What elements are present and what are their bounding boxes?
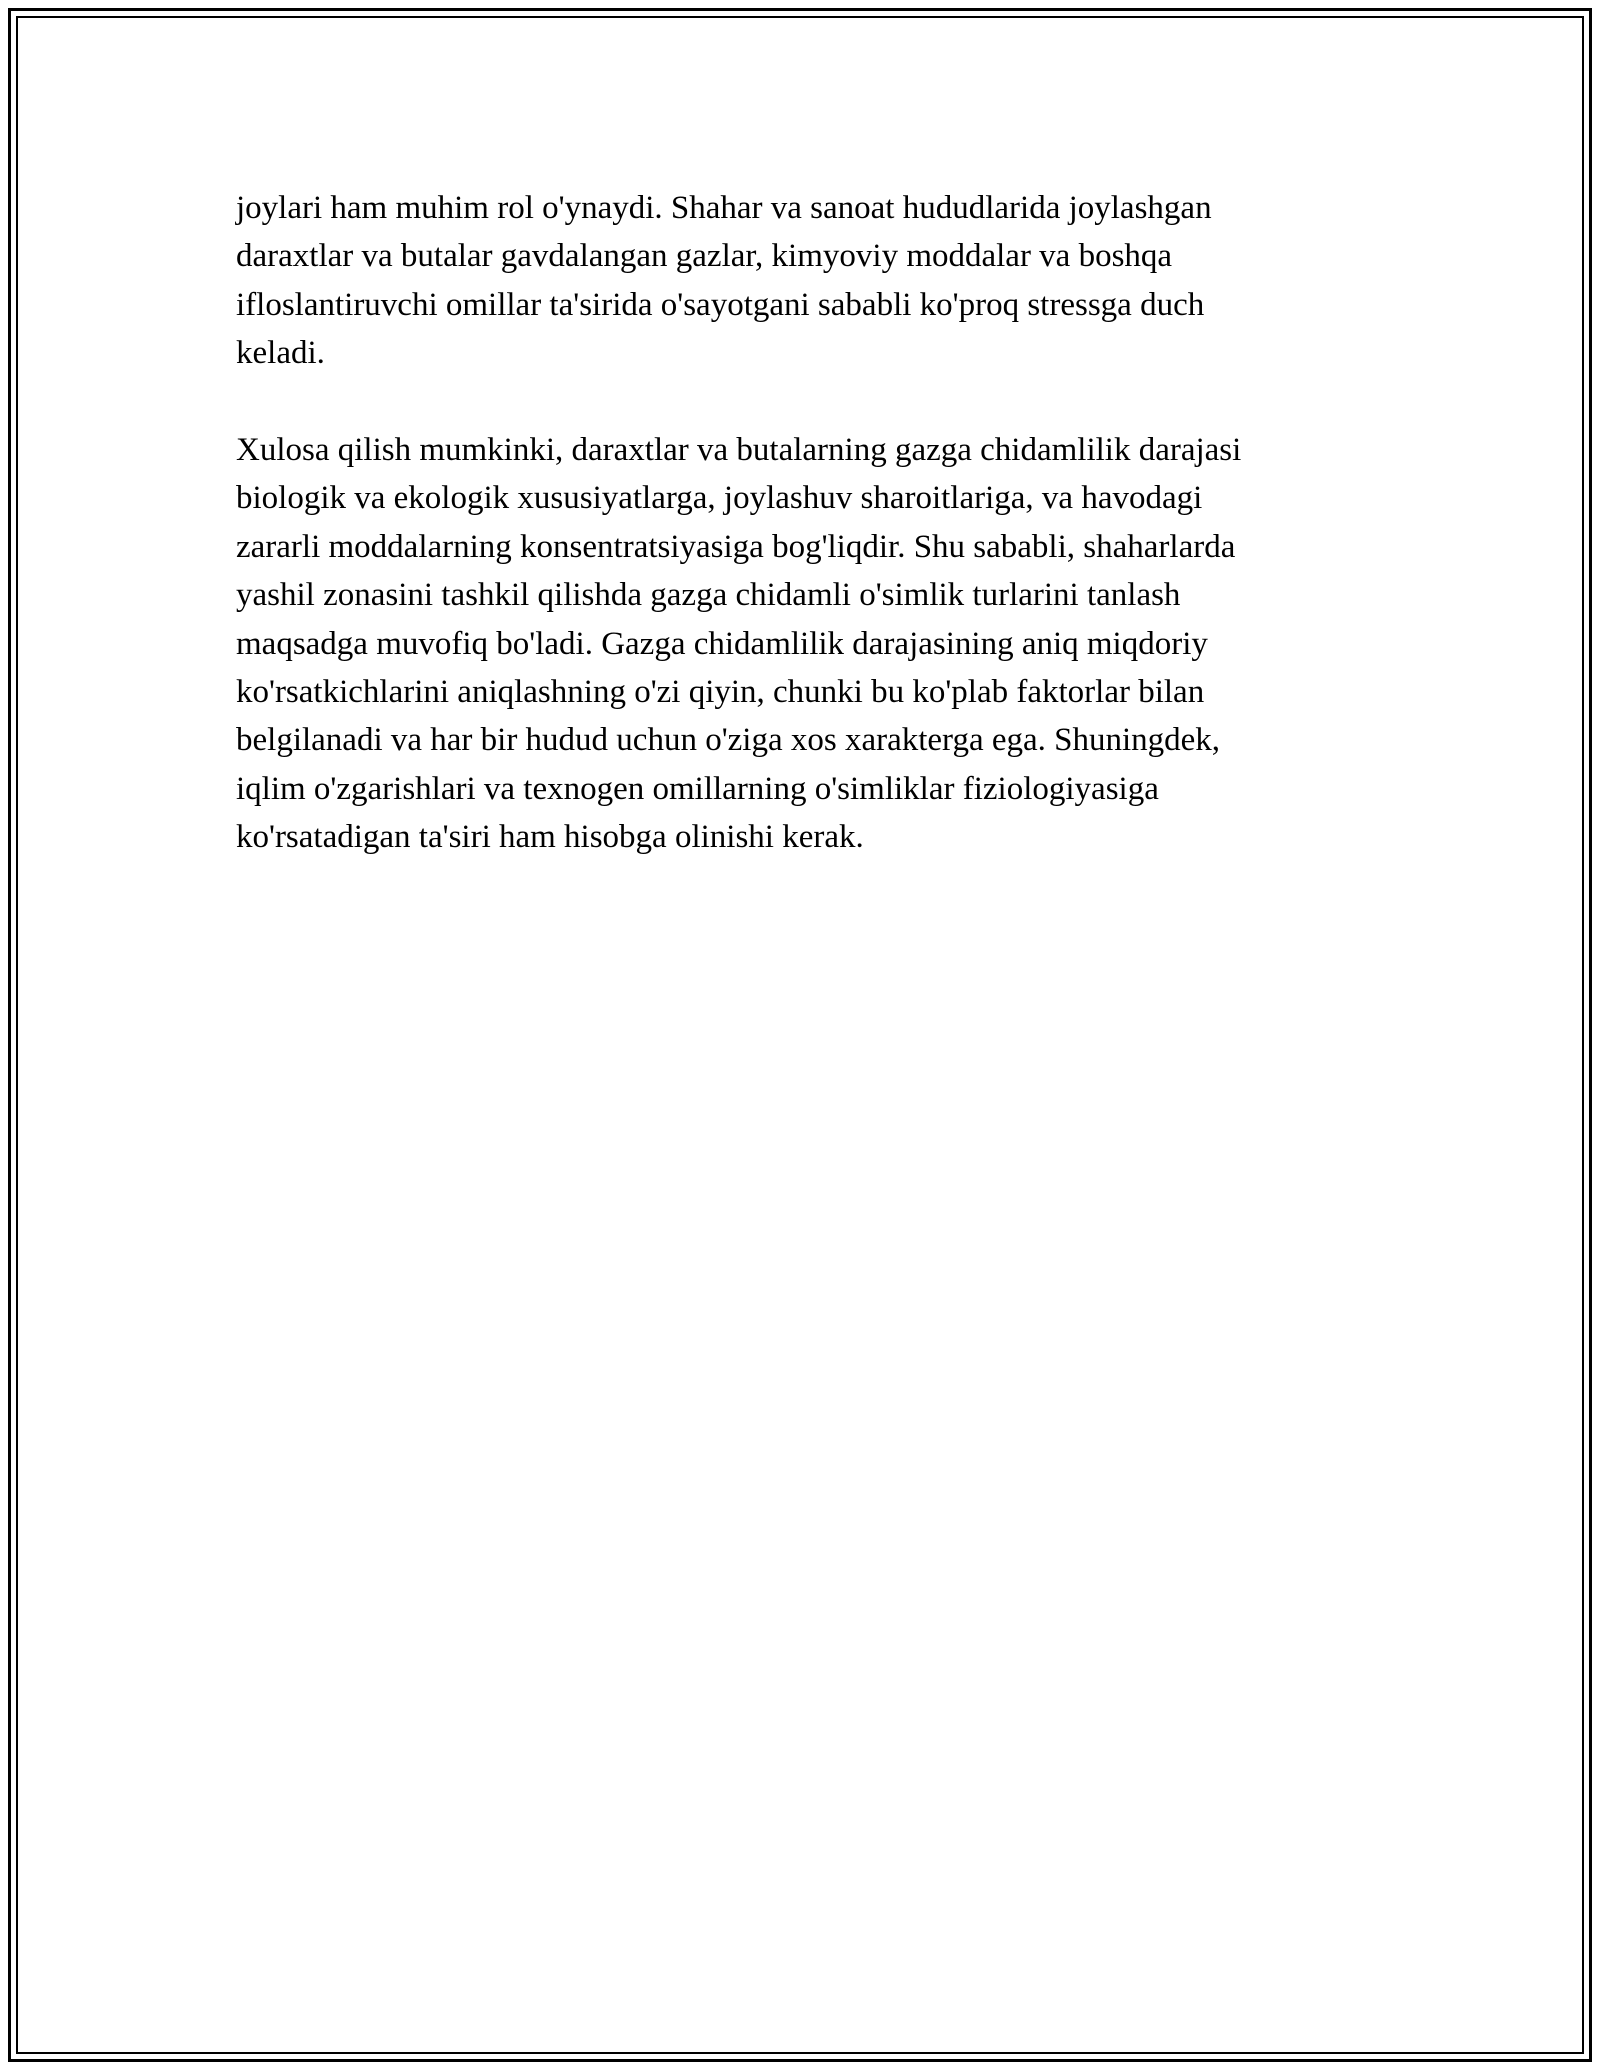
paragraph-line: ko'rsatadigan ta'siri ham hisobga olinishi kerak.	[236, 819, 864, 856]
paragraph-line: joylari ham muhim rol o'ynaydi. Shahar va sanoat hududlarida joylashgan	[236, 190, 1212, 226]
paragraph-line: ifloslantiruvchi omillar ta'sirida o'sayotgani sababli ko'proq stressga duch	[236, 286, 1205, 323]
paragraph-line: daraxtlar va butalar gavdalangan gazlar, kimyoviy moddalar va boshqa	[236, 238, 1173, 275]
page-content	[236, 184, 1376, 862]
paragraph-line: maqsadga muvofiq bo'ladi. Gazga chidamlilik darajasining aniq miqdoriy	[236, 625, 1208, 662]
paragraph-line: ko'rsatkichlarini aniqlashning o'zi qiyin, chunki bu ko'plab faktorlar bilan	[236, 674, 1205, 711]
paragraph-line: Xulosa qilish mumkinki, daraxtlar va butalarning gazga chidamlilik darajasi	[236, 432, 1242, 469]
paragraph-line: yashil zonasini tashkil qilishda gazga chidamli o'simlik turlarini tanlash	[236, 577, 1181, 614]
paragraph-line: keladi.	[236, 335, 325, 372]
paragraph-line: iqlim o'zgarishlari va texnogen omillarning o'simliklar fiziologiyasiga	[236, 770, 1159, 807]
paragraph-2	[236, 426, 1376, 862]
paragraph-1	[236, 184, 1376, 378]
paragraph-line: zararli moddalarning konsentratsiyasiga bog'liqdir. Shu sababli, shaharlarda	[236, 528, 1236, 565]
paragraph-line: belgilanadi va har bir hudud uchun o'ziga xos xarakterga ega. Shuningdek,	[236, 722, 1221, 759]
paragraph-line: biologik va ekologik xususiyatlarga, joylashuv sharoitlariga, va havodagi	[236, 480, 1203, 517]
